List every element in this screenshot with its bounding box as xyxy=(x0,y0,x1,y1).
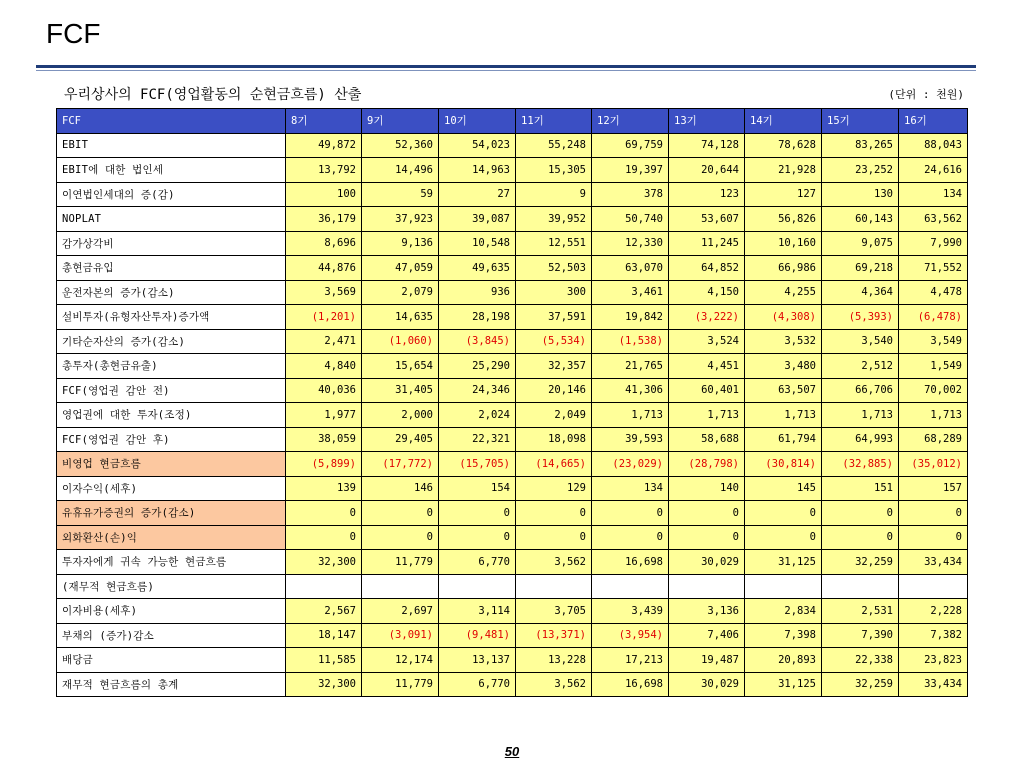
value-cell: (3,954) xyxy=(592,623,669,648)
value-cell: 66,986 xyxy=(745,256,822,281)
fcf-table xyxy=(56,108,968,697)
value-cell: 0 xyxy=(822,501,899,526)
value-cell: (23,029) xyxy=(592,452,669,477)
value-cell: (14,665) xyxy=(516,452,592,477)
value-cell: 4,364 xyxy=(822,280,899,305)
row-label: 외화환산(손)익 xyxy=(57,525,286,550)
value-cell: 1,713 xyxy=(822,403,899,428)
table-row xyxy=(57,133,968,158)
value-cell: 2,531 xyxy=(822,599,899,624)
value-cell: 69,759 xyxy=(592,133,669,158)
value-cell: 9 xyxy=(516,182,592,207)
value-cell: 2,024 xyxy=(439,403,516,428)
value-cell: (32,885) xyxy=(822,452,899,477)
value-cell: 15,305 xyxy=(516,158,592,183)
value-cell: 151 xyxy=(822,476,899,501)
value-cell: 10,548 xyxy=(439,231,516,256)
value-cell: 0 xyxy=(286,501,362,526)
value-cell: 74,128 xyxy=(669,133,745,158)
value-cell: 52,503 xyxy=(516,256,592,281)
table-row xyxy=(57,525,968,550)
row-label: 운전자본의 증가(감소) xyxy=(57,280,286,305)
table-row xyxy=(57,231,968,256)
value-cell: 123 xyxy=(669,182,745,207)
value-cell: 32,259 xyxy=(822,550,899,575)
value-cell: 145 xyxy=(745,476,822,501)
value-cell: 3,524 xyxy=(669,329,745,354)
value-cell: 17,213 xyxy=(592,648,669,673)
value-cell: 2,834 xyxy=(745,599,822,624)
value-cell: 31,405 xyxy=(362,378,439,403)
value-cell: 154 xyxy=(439,476,516,501)
table-row xyxy=(57,550,968,575)
value-cell: 38,059 xyxy=(286,427,362,452)
value-cell: 24,346 xyxy=(439,378,516,403)
value-cell: 18,147 xyxy=(286,623,362,648)
table-row xyxy=(57,452,968,477)
value-cell: 2,228 xyxy=(899,599,968,624)
row-label: 이연법인세대의 증(감) xyxy=(57,182,286,207)
row-label: NOPLAT xyxy=(57,207,286,232)
value-cell: 83,265 xyxy=(822,133,899,158)
row-label: 기타순자산의 증가(감소) xyxy=(57,329,286,354)
table-row xyxy=(57,672,968,697)
value-cell: 66,706 xyxy=(822,378,899,403)
table-header xyxy=(57,109,968,134)
row-label: 설비투자(유형자산투자)증가액 xyxy=(57,305,286,330)
column-header-period: 8기 xyxy=(286,109,362,134)
table-body xyxy=(57,133,968,697)
value-cell: 7,990 xyxy=(899,231,968,256)
value-cell: 0 xyxy=(439,525,516,550)
value-cell: 16,698 xyxy=(592,672,669,697)
value-cell: 53,607 xyxy=(669,207,745,232)
table-row xyxy=(57,207,968,232)
value-cell: 39,593 xyxy=(592,427,669,452)
value-cell: 127 xyxy=(745,182,822,207)
row-label: 이자비용(세후) xyxy=(57,599,286,624)
value-cell: 139 xyxy=(286,476,362,501)
value-cell: (13,371) xyxy=(516,623,592,648)
value-cell: 936 xyxy=(439,280,516,305)
value-cell: 32,259 xyxy=(822,672,899,697)
value-cell: 28,198 xyxy=(439,305,516,330)
value-cell: 134 xyxy=(592,476,669,501)
value-cell: 4,478 xyxy=(899,280,968,305)
value-cell: (35,012) xyxy=(899,452,968,477)
value-cell: 63,070 xyxy=(592,256,669,281)
value-cell: 140 xyxy=(669,476,745,501)
row-label: EBIT에 대한 법인세 xyxy=(57,158,286,183)
value-cell: 1,713 xyxy=(592,403,669,428)
value-cell: 33,434 xyxy=(899,550,968,575)
value-cell: (15,705) xyxy=(439,452,516,477)
value-cell: 20,644 xyxy=(669,158,745,183)
value-cell: 0 xyxy=(362,525,439,550)
table-row xyxy=(57,182,968,207)
value-cell: 24,616 xyxy=(899,158,968,183)
row-label: 부채의 (증가)감소 xyxy=(57,623,286,648)
value-cell: 3,569 xyxy=(286,280,362,305)
table-row xyxy=(57,599,968,624)
value-cell: 146 xyxy=(362,476,439,501)
value-cell: 1,977 xyxy=(286,403,362,428)
value-cell: (4,308) xyxy=(745,305,822,330)
value-cell: 32,300 xyxy=(286,550,362,575)
value-cell: 19,487 xyxy=(669,648,745,673)
table-row xyxy=(57,305,968,330)
value-cell: 3,136 xyxy=(669,599,745,624)
title-rule xyxy=(36,65,976,68)
value-cell: 52,360 xyxy=(362,133,439,158)
value-cell: 15,654 xyxy=(362,354,439,379)
value-cell: 49,872 xyxy=(286,133,362,158)
value-cell: 0 xyxy=(516,501,592,526)
value-cell: 7,398 xyxy=(745,623,822,648)
value-cell: 14,963 xyxy=(439,158,516,183)
value-cell: 11,245 xyxy=(669,231,745,256)
column-header-period: 15기 xyxy=(822,109,899,134)
row-label: 영업권에 대한 투자(조정) xyxy=(57,403,286,428)
value-cell: 3,562 xyxy=(516,672,592,697)
value-cell: 22,338 xyxy=(822,648,899,673)
value-cell: (3,845) xyxy=(439,329,516,354)
value-cell: 3,461 xyxy=(592,280,669,305)
value-cell: (5,393) xyxy=(822,305,899,330)
value-cell: 6,770 xyxy=(439,550,516,575)
value-cell: 0 xyxy=(899,525,968,550)
value-cell: 3,114 xyxy=(439,599,516,624)
value-cell: 0 xyxy=(899,501,968,526)
value-cell: 32,300 xyxy=(286,672,362,697)
value-cell: 32,357 xyxy=(516,354,592,379)
column-header-period: 13기 xyxy=(669,109,745,134)
value-cell: 4,840 xyxy=(286,354,362,379)
value-cell: 69,218 xyxy=(822,256,899,281)
value-cell: 61,794 xyxy=(745,427,822,452)
value-cell: 1,713 xyxy=(669,403,745,428)
table-row xyxy=(57,280,968,305)
value-cell: 0 xyxy=(822,525,899,550)
value-cell: 27 xyxy=(439,182,516,207)
value-cell: 63,562 xyxy=(899,207,968,232)
table-row xyxy=(57,403,968,428)
column-header-period: 16기 xyxy=(899,109,968,134)
value-cell: 0 xyxy=(669,501,745,526)
value-cell: 9,075 xyxy=(822,231,899,256)
row-label: FCF(영업권 감안 후) xyxy=(57,427,286,452)
value-cell: 56,826 xyxy=(745,207,822,232)
value-cell: 49,635 xyxy=(439,256,516,281)
value-cell xyxy=(286,574,362,599)
row-label: 총투자(총현금유출) xyxy=(57,354,286,379)
table-row xyxy=(57,476,968,501)
value-cell: 9,136 xyxy=(362,231,439,256)
row-label: 재무적 현금흐름의 총계 xyxy=(57,672,286,697)
value-cell: 14,496 xyxy=(362,158,439,183)
value-cell: 2,567 xyxy=(286,599,362,624)
value-cell: 78,628 xyxy=(745,133,822,158)
value-cell: 16,698 xyxy=(592,550,669,575)
value-cell: 2,049 xyxy=(516,403,592,428)
value-cell: 3,705 xyxy=(516,599,592,624)
column-header-period: 11기 xyxy=(516,109,592,134)
value-cell: 41,306 xyxy=(592,378,669,403)
value-cell: 13,137 xyxy=(439,648,516,673)
value-cell: 31,125 xyxy=(745,550,822,575)
value-cell: 39,952 xyxy=(516,207,592,232)
row-label: 투자자에게 귀속 가능한 현금흐름 xyxy=(57,550,286,575)
slide-title: FCF xyxy=(46,18,101,49)
value-cell xyxy=(745,574,822,599)
value-cell: 3,540 xyxy=(822,329,899,354)
value-cell: 4,150 xyxy=(669,280,745,305)
row-label: FCF(영업권 감안 전) xyxy=(57,378,286,403)
value-cell: 64,852 xyxy=(669,256,745,281)
column-header-label: FCF xyxy=(57,109,286,134)
row-label: 이자수익(세후) xyxy=(57,476,286,501)
value-cell: 0 xyxy=(516,525,592,550)
value-cell: 14,635 xyxy=(362,305,439,330)
value-cell: 4,255 xyxy=(745,280,822,305)
table-subtitle: 우리상사의 FCF(영업활동의 순현금흐름) 산출 xyxy=(64,87,362,103)
value-cell: 6,770 xyxy=(439,672,516,697)
table-row xyxy=(57,501,968,526)
value-cell: 0 xyxy=(745,525,822,550)
value-cell: 33,434 xyxy=(899,672,968,697)
value-cell: 0 xyxy=(669,525,745,550)
row-label: 배당금 xyxy=(57,648,286,673)
value-cell: 1,713 xyxy=(745,403,822,428)
column-header-period: 12기 xyxy=(592,109,669,134)
value-cell: 10,160 xyxy=(745,231,822,256)
value-cell: 11,779 xyxy=(362,550,439,575)
value-cell: 130 xyxy=(822,182,899,207)
column-header-period: 14기 xyxy=(745,109,822,134)
value-cell: 59 xyxy=(362,182,439,207)
value-cell: 23,823 xyxy=(899,648,968,673)
row-label: 총현금유입 xyxy=(57,256,286,281)
value-cell xyxy=(362,574,439,599)
value-cell: 378 xyxy=(592,182,669,207)
value-cell: 8,696 xyxy=(286,231,362,256)
value-cell xyxy=(669,574,745,599)
table-row xyxy=(57,427,968,452)
value-cell: 31,125 xyxy=(745,672,822,697)
value-cell: 19,397 xyxy=(592,158,669,183)
value-cell: (3,222) xyxy=(669,305,745,330)
page-number: 50 xyxy=(504,744,520,759)
value-cell xyxy=(516,574,592,599)
value-cell: 100 xyxy=(286,182,362,207)
value-cell: 25,290 xyxy=(439,354,516,379)
value-cell: 2,697 xyxy=(362,599,439,624)
value-cell: (1,060) xyxy=(362,329,439,354)
value-cell xyxy=(439,574,516,599)
row-label: 유휴유가증권의 증가(감소) xyxy=(57,501,286,526)
value-cell: 134 xyxy=(899,182,968,207)
value-cell: 70,002 xyxy=(899,378,968,403)
value-cell: 21,765 xyxy=(592,354,669,379)
table-row xyxy=(57,329,968,354)
value-cell: 30,029 xyxy=(669,672,745,697)
value-cell: 22,321 xyxy=(439,427,516,452)
value-cell: 21,928 xyxy=(745,158,822,183)
value-cell: 12,551 xyxy=(516,231,592,256)
value-cell: 0 xyxy=(439,501,516,526)
value-cell: 0 xyxy=(592,525,669,550)
value-cell: 39,087 xyxy=(439,207,516,232)
table-row xyxy=(57,354,968,379)
row-label: 비영업 현금흐름 xyxy=(57,452,286,477)
value-cell: 0 xyxy=(362,501,439,526)
table-row xyxy=(57,256,968,281)
value-cell: (1,538) xyxy=(592,329,669,354)
value-cell xyxy=(899,574,968,599)
value-cell: 0 xyxy=(286,525,362,550)
value-cell: 71,552 xyxy=(899,256,968,281)
row-label: EBIT xyxy=(57,133,286,158)
value-cell: (9,481) xyxy=(439,623,516,648)
header-row xyxy=(57,109,968,134)
value-cell: 2,471 xyxy=(286,329,362,354)
value-cell: (5,534) xyxy=(516,329,592,354)
value-cell: 60,143 xyxy=(822,207,899,232)
value-cell: 37,923 xyxy=(362,207,439,232)
value-cell: 11,585 xyxy=(286,648,362,673)
column-header-period: 10기 xyxy=(439,109,516,134)
value-cell: 20,893 xyxy=(745,648,822,673)
value-cell: 60,401 xyxy=(669,378,745,403)
value-cell: 44,876 xyxy=(286,256,362,281)
value-cell: 0 xyxy=(745,501,822,526)
value-cell: 0 xyxy=(592,501,669,526)
value-cell: (17,772) xyxy=(362,452,439,477)
value-cell: 7,406 xyxy=(669,623,745,648)
value-cell: 20,146 xyxy=(516,378,592,403)
table-row xyxy=(57,574,968,599)
value-cell: 3,439 xyxy=(592,599,669,624)
table-row xyxy=(57,648,968,673)
value-cell: (5,899) xyxy=(286,452,362,477)
value-cell: 1,713 xyxy=(899,403,968,428)
value-cell: (3,091) xyxy=(362,623,439,648)
value-cell: 55,248 xyxy=(516,133,592,158)
value-cell: 37,591 xyxy=(516,305,592,330)
value-cell: 300 xyxy=(516,280,592,305)
value-cell: (6,478) xyxy=(899,305,968,330)
value-cell: 157 xyxy=(899,476,968,501)
value-cell: 2,079 xyxy=(362,280,439,305)
value-cell: 29,405 xyxy=(362,427,439,452)
value-cell: 129 xyxy=(516,476,592,501)
value-cell: 40,036 xyxy=(286,378,362,403)
value-cell xyxy=(822,574,899,599)
row-label: 감가상각비 xyxy=(57,231,286,256)
column-header-period: 9기 xyxy=(362,109,439,134)
value-cell: (1,201) xyxy=(286,305,362,330)
value-cell: 63,507 xyxy=(745,378,822,403)
title-rule-thin xyxy=(36,70,976,71)
value-cell: 47,059 xyxy=(362,256,439,281)
value-cell: 2,000 xyxy=(362,403,439,428)
value-cell: 58,688 xyxy=(669,427,745,452)
value-cell: 54,023 xyxy=(439,133,516,158)
value-cell: 2,512 xyxy=(822,354,899,379)
table-row xyxy=(57,378,968,403)
value-cell: 64,993 xyxy=(822,427,899,452)
value-cell: 3,562 xyxy=(516,550,592,575)
table-row xyxy=(57,623,968,648)
value-cell: 4,451 xyxy=(669,354,745,379)
value-cell: 19,842 xyxy=(592,305,669,330)
table-row xyxy=(57,158,968,183)
value-cell: 3,549 xyxy=(899,329,968,354)
value-cell: (30,814) xyxy=(745,452,822,477)
value-cell: 3,532 xyxy=(745,329,822,354)
value-cell: 12,174 xyxy=(362,648,439,673)
value-cell: 50,740 xyxy=(592,207,669,232)
value-cell: 7,382 xyxy=(899,623,968,648)
value-cell: 88,043 xyxy=(899,133,968,158)
value-cell: 13,792 xyxy=(286,158,362,183)
value-cell xyxy=(592,574,669,599)
value-cell: 1,549 xyxy=(899,354,968,379)
value-cell: 18,098 xyxy=(516,427,592,452)
value-cell: 36,179 xyxy=(286,207,362,232)
value-cell: 68,289 xyxy=(899,427,968,452)
value-cell: 23,252 xyxy=(822,158,899,183)
row-label: (재무적 현금흐름) xyxy=(57,574,286,599)
value-cell: 11,779 xyxy=(362,672,439,697)
unit-note: (단위 : 천원) xyxy=(888,88,964,101)
value-cell: 12,330 xyxy=(592,231,669,256)
value-cell: 30,029 xyxy=(669,550,745,575)
value-cell: 7,390 xyxy=(822,623,899,648)
value-cell: (28,798) xyxy=(669,452,745,477)
value-cell: 13,228 xyxy=(516,648,592,673)
value-cell: 3,480 xyxy=(745,354,822,379)
